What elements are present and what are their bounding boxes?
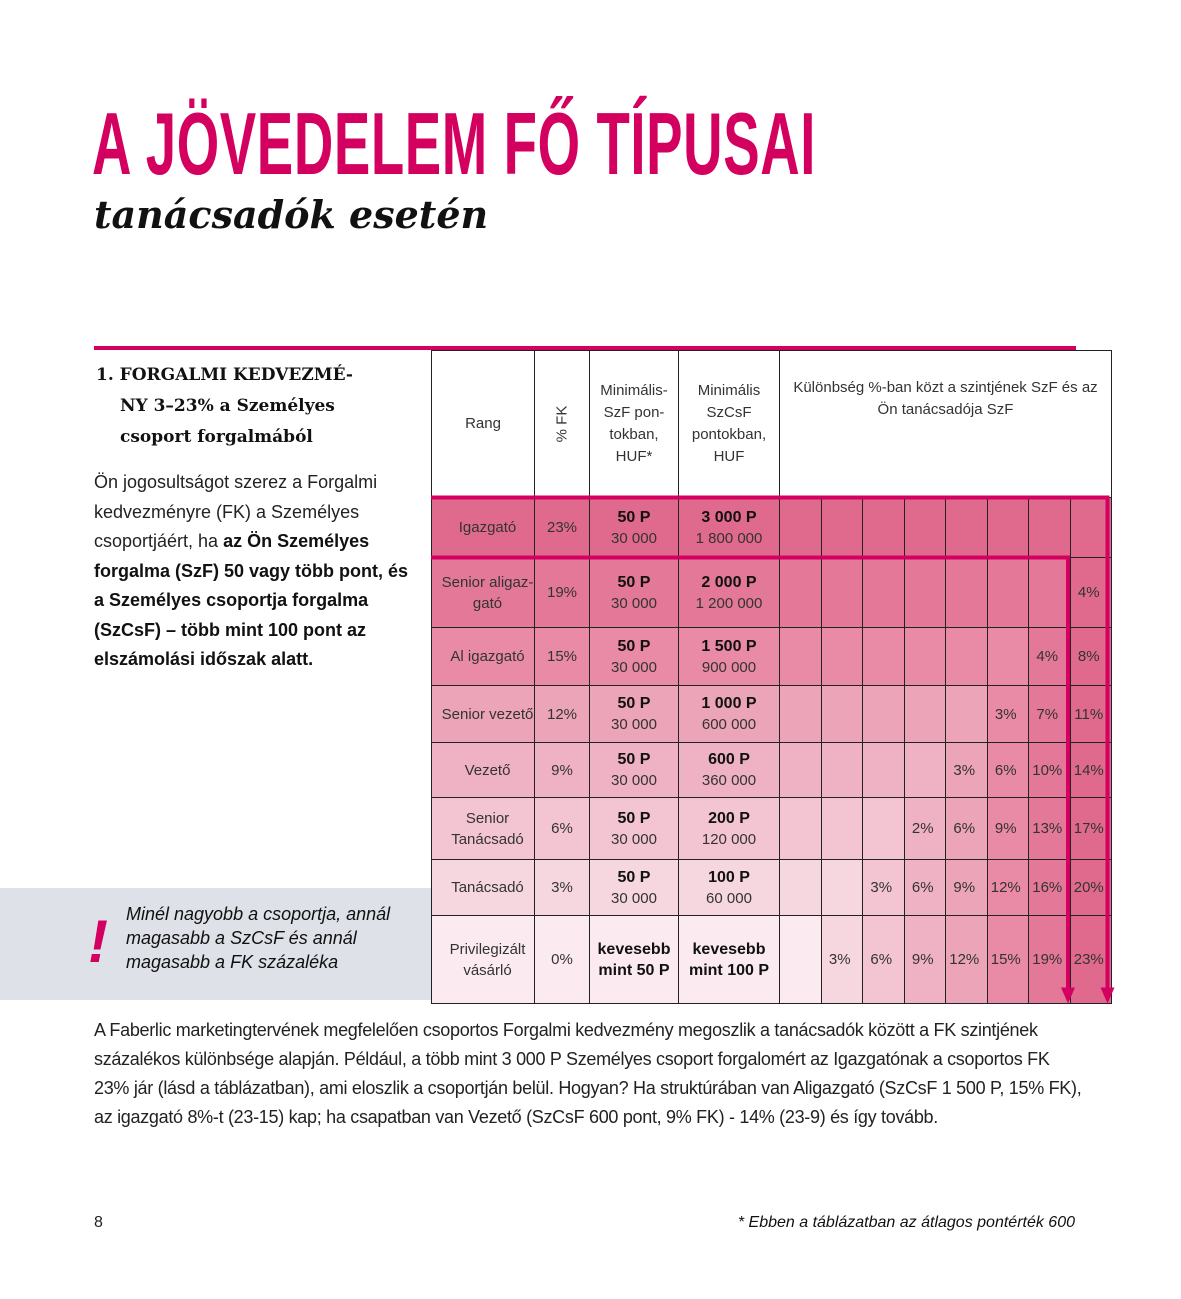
section-heading-line: csoport forgalmából (120, 427, 313, 447)
diff-cell: 10% (1029, 743, 1071, 798)
huf-value: 30 000 (611, 658, 657, 676)
points-value: kevesebb mint 50 P (597, 940, 671, 979)
fk-cell: 15% (535, 628, 590, 686)
section-heading-line: 1. FORGALMI KEDVEZMÉ- (96, 365, 353, 385)
section-heading-line: NY 3–23% a Személyes (120, 396, 335, 416)
diff-cell: 11% (1070, 686, 1112, 743)
diff-cell (987, 628, 1029, 686)
diff-cell: 3% (946, 743, 988, 798)
min-szf-cell (590, 860, 679, 916)
diff-cell (1070, 498, 1112, 558)
diff-cell: 8% (1070, 628, 1112, 686)
rank-cell: Vezető (432, 743, 535, 798)
rank-cell: Privilegizált vásárló (432, 916, 535, 1004)
diff-cell: 6% (863, 916, 905, 1004)
fk-cell: 19% (535, 558, 590, 628)
diff-cell: 9% (946, 860, 988, 916)
huf-value: 600 000 (701, 716, 757, 733)
header-fk (535, 351, 590, 498)
min-szcsf-cell (679, 798, 780, 860)
page-number: 8 (94, 1214, 103, 1231)
diff-cell (821, 498, 863, 558)
note-text: Minél nagyobb a csoportja, annál magasabb a SzCsF és annál magasabb a FK százaléka (126, 904, 391, 972)
fk-cell: 12% (535, 686, 590, 743)
points-value: 50 P (617, 751, 651, 768)
huf-value: 30 000 (611, 529, 657, 547)
diff-cell (780, 628, 822, 686)
commission-table (431, 350, 1112, 1004)
huf-value: 900 000 (701, 658, 757, 676)
table-row (432, 798, 1112, 860)
rank-cell: Senior vezető (432, 686, 535, 743)
diff-cell: 3% (821, 916, 863, 1004)
fk-cell: 3% (535, 860, 590, 916)
diff-cell: 17% (1070, 798, 1112, 860)
diff-cell: 4% (1029, 628, 1071, 686)
min-szcsf-cell (679, 558, 780, 628)
diff-cell (780, 686, 822, 743)
diff-cell: 3% (863, 860, 905, 916)
diff-cell (863, 498, 905, 558)
page-title: A JÖVEDELEM FŐ TÍPUSAI (92, 94, 817, 193)
diff-cell: 12% (987, 860, 1029, 916)
table-row (432, 860, 1112, 916)
page-subtitle: tanácsadók esetén (94, 192, 489, 237)
rank-cell: Al igazgató (432, 628, 535, 686)
table-row (432, 686, 1112, 743)
intro-paragraph (94, 468, 414, 675)
rank-cell: Senior Tanácsadó (432, 798, 535, 860)
points-value: 200 P (708, 809, 750, 827)
min-szcsf-cell (679, 743, 780, 798)
diff-cell: 6% (987, 743, 1029, 798)
points-value: 1 000 P (701, 695, 757, 712)
footnote: * Ebben a táblázatban az átlagos pontérték 600 (737, 1214, 1075, 1231)
diff-cell (946, 628, 988, 686)
diff-cell: 15% (987, 916, 1029, 1004)
points-value: 3 000 P (701, 508, 757, 526)
diff-cell: 16% (1029, 860, 1071, 916)
diff-cell (1029, 498, 1071, 558)
section-heading (96, 360, 406, 453)
fk-cell: 6% (535, 798, 590, 860)
huf-value: 30 000 (611, 594, 657, 612)
diff-cell (780, 743, 822, 798)
diff-cell (904, 686, 946, 743)
points-value: 50 P (617, 637, 651, 655)
diff-cell: 9% (904, 916, 946, 1004)
diff-cell (780, 860, 822, 916)
diff-cell (780, 498, 822, 558)
points-value: 50 P (617, 695, 651, 712)
diff-cell (946, 498, 988, 558)
min-szcsf-cell (679, 628, 780, 686)
points-value: kevesebb mint 100 P (688, 940, 770, 979)
diff-cell (904, 558, 946, 628)
min-szcsf-cell (679, 860, 780, 916)
points-value: 600 P (708, 751, 750, 768)
header-min-szcsf: Minimális SzCsF pontokban, HUF (679, 351, 780, 498)
diff-cell (1029, 558, 1071, 628)
diff-cell (904, 628, 946, 686)
diff-cell (987, 498, 1029, 558)
rank-cell: Senior aligaz-gató (432, 558, 535, 628)
diff-cell (863, 798, 905, 860)
huf-value: 30 000 (611, 716, 657, 733)
table-header-row (432, 351, 1112, 498)
min-szf-cell (590, 686, 679, 743)
fk-cell: 23% (535, 498, 590, 558)
min-szf-cell (590, 498, 679, 558)
diff-cell (780, 558, 822, 628)
points-value: 50 P (617, 573, 651, 591)
min-szf-cell (590, 916, 679, 1004)
huf-value: 30 000 (611, 889, 657, 907)
diff-cell: 9% (987, 798, 1029, 860)
diff-cell (863, 628, 905, 686)
diff-cell (863, 558, 905, 628)
diff-cell (987, 558, 1029, 628)
table-row (432, 916, 1112, 1004)
diff-cell: 2% (904, 798, 946, 860)
diff-cell: 6% (946, 798, 988, 860)
intro-plain: Ön jogosultságot szerez a Forgalmi kedvezményre (FK) a Személyes csoportjáért, ha (94, 472, 378, 551)
fk-cell: 9% (535, 743, 590, 798)
diff-cell (904, 743, 946, 798)
diff-cell (821, 686, 863, 743)
points-value: 100 P (708, 868, 750, 886)
min-szcsf-cell (679, 498, 780, 558)
points-value: 50 P (617, 508, 651, 526)
fk-cell: 0% (535, 916, 590, 1004)
huf-value: 360 000 (701, 772, 757, 789)
table-row (432, 628, 1112, 686)
diff-cell: 23% (1070, 916, 1112, 1004)
huf-value: 1 800 000 (695, 529, 763, 547)
diff-cell (821, 798, 863, 860)
diff-cell: 3% (987, 686, 1029, 743)
points-value: 50 P (617, 868, 651, 886)
diff-cell (821, 628, 863, 686)
huf-value: 1 200 000 (695, 594, 763, 612)
min-szcsf-cell (679, 916, 780, 1004)
diff-cell (821, 558, 863, 628)
table-row (432, 743, 1112, 798)
points-value: 50 P (617, 809, 651, 827)
diff-cell (821, 860, 863, 916)
diff-cell (946, 686, 988, 743)
header-diff: Különbség %-ban közt a szintjének SzF és az Ön tanácsadója SzF (780, 351, 1112, 498)
huf-value: 30 000 (611, 772, 657, 789)
diff-cell: 13% (1029, 798, 1071, 860)
points-value: 1 500 P (701, 637, 757, 655)
table-row (432, 498, 1112, 558)
explanation-paragraph: A Faberlic marketingtervének megfelelően csoportos Forgalmi kedvezmény megoszlik a tanácsadók között a FK szintjének százalékos különbsége alapján. Például, a több mint 3 000 P Személyes csoport forgalomért az Igazgatónak a csoportos FK 23% jár (lásd a táblázatban), ami eloszlik a csoportján belül. Hogyan? Ha struktúrában van Aligazgató (SzCsF 1 500 P, 15% FK), az igazgató 8%-t (23-15) kap; ha csapatban van Vezető (SzCsF 600 pont, 9% FK) - 14% (23-9) és így tovább. (94, 1020, 1082, 1127)
diff-cell (946, 558, 988, 628)
diff-cell (863, 743, 905, 798)
diff-cell: 20% (1070, 860, 1112, 916)
min-szcsf-cell (679, 686, 780, 743)
rank-cell: Tanácsadó (432, 860, 535, 916)
diff-cell: 4% (1070, 558, 1112, 628)
exclamation-icon: ! (88, 908, 108, 975)
table-row (432, 558, 1112, 628)
min-szf-cell (590, 798, 679, 860)
diff-cell: 19% (1029, 916, 1071, 1004)
huf-value: 120 000 (701, 830, 757, 848)
diff-cell (904, 498, 946, 558)
header-min-szf: Minimális-SzF pon-tokban, HUF* (590, 351, 679, 498)
header-fk-label: % FK (553, 405, 570, 443)
min-szf-cell (590, 743, 679, 798)
min-szf-cell (590, 558, 679, 628)
diff-cell: 7% (1029, 686, 1071, 743)
huf-value: 60 000 (706, 889, 752, 907)
header-rang: Rang (432, 351, 535, 498)
diff-cell: 14% (1070, 743, 1112, 798)
diff-cell (780, 916, 822, 1004)
diff-cell (821, 743, 863, 798)
min-szf-cell (590, 628, 679, 686)
rank-cell: Igazgató (432, 498, 535, 558)
points-value: 2 000 P (701, 573, 757, 591)
intro-bold: az Ön Személyes forgalma (SzF) 50 vagy több pont, és a Személyes csoportja forgalma (SzCsF) – több mint 100 pont az elszámolási időszak alatt. (94, 531, 409, 669)
diff-cell (780, 798, 822, 860)
diff-cell: 12% (946, 916, 988, 1004)
diff-cell (863, 686, 905, 743)
huf-value: 30 000 (611, 830, 657, 848)
diff-cell: 6% (904, 860, 946, 916)
